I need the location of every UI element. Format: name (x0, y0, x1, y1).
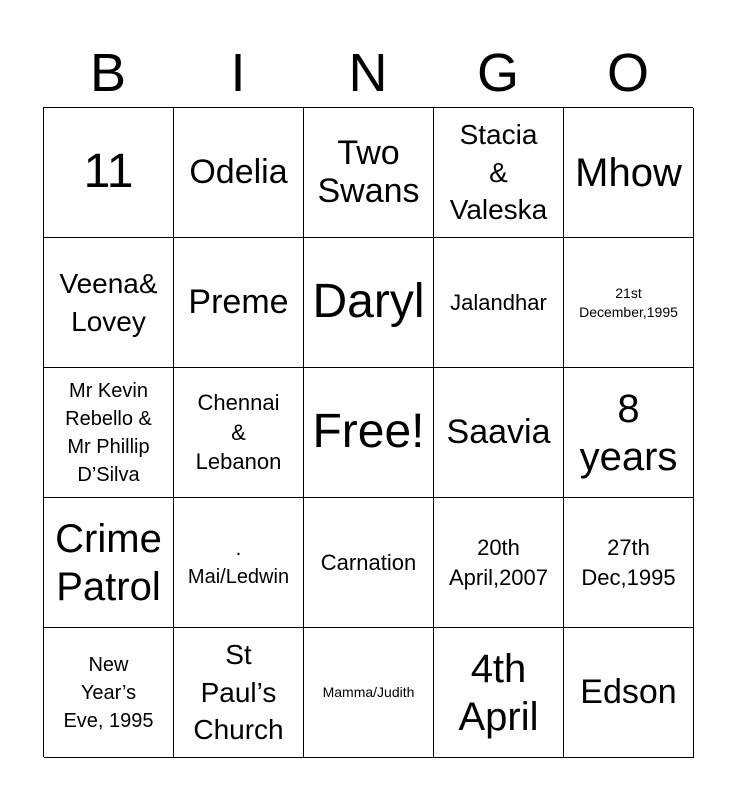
bingo-cell-r5-c3[interactable] (304, 628, 434, 758)
bingo-cell-r4-c5[interactable] (564, 498, 694, 628)
cell-text: Saavia (446, 412, 551, 451)
cell-text: 21st December,1995 (579, 284, 678, 320)
cell-text: Chennai & Lebanon (195, 389, 282, 475)
cell-text: Preme (188, 282, 289, 321)
bingo-cell-r2-c3[interactable] (304, 238, 434, 368)
cell-text: Mhow (575, 150, 682, 195)
bingo-header (43, 38, 693, 108)
header-letter-b: B (89, 43, 127, 103)
cell-text: Mamma/Judith (322, 684, 415, 701)
bingo-cell-r5-c1[interactable] (44, 628, 174, 758)
bingo-cell-r3-c5[interactable] (564, 368, 694, 498)
bingo-cell-r4-c4[interactable] (434, 498, 564, 628)
bingo-cell-r2-c5[interactable] (564, 238, 694, 368)
cell-text: Veena& Lovey (59, 267, 158, 337)
cell-text: New Year’s Eve, 1995 (63, 653, 154, 732)
bingo-cell-r5-c2[interactable] (174, 628, 304, 758)
cell-text: 27th Dec,1995 (581, 534, 676, 590)
header-letter-i: I (230, 43, 246, 103)
cell-text: Mr Kevin Rebello & Mr Phillip D’Silva (65, 379, 152, 486)
cell-text: 20th April,2007 (448, 534, 549, 590)
bingo-board (43, 107, 693, 757)
cell-text: St Paul’s Church (193, 638, 284, 746)
cell-text: 4th April (458, 646, 539, 739)
cell-text: Edson (580, 672, 677, 711)
cell-text: Jalandhar (450, 289, 547, 315)
cell-text: Stacia & Valeska (449, 118, 548, 226)
bingo-cell-r4-c3[interactable] (304, 498, 434, 628)
bingo-cell-r1-c5[interactable] (564, 108, 694, 238)
bingo-cell-r1-c4[interactable] (434, 108, 564, 238)
cell-text: 11 (83, 145, 134, 199)
bingo-cell-r4-c2[interactable] (174, 498, 304, 628)
header-letter-n: N (348, 43, 388, 103)
cell-text: 8 years (579, 386, 678, 479)
cell-text: Two Swans (317, 134, 420, 210)
cell-text: . Mai/Ledwin (187, 537, 290, 588)
bingo-cell-r3-c1[interactable] (44, 368, 174, 498)
bingo-cell-r1-c3[interactable] (304, 108, 434, 238)
bingo-cell-r5-c5[interactable] (564, 628, 694, 758)
bingo-cell-r3-c4[interactable] (434, 368, 564, 498)
bingo-cell-r2-c1[interactable] (44, 238, 174, 368)
bingo-cell-r2-c2[interactable] (174, 238, 304, 368)
cell-text: Odelia (189, 152, 288, 191)
header-letter-g: G (476, 43, 519, 103)
bingo-cell-r3-c2[interactable] (174, 368, 304, 498)
bingo-cell-r4-c1[interactable] (44, 498, 174, 628)
bingo-cell-r1-c2[interactable] (174, 108, 304, 238)
cell-text: Daryl (312, 275, 425, 329)
bingo-cell-r5-c4[interactable] (434, 628, 564, 758)
free-space-label: Free! (312, 405, 425, 459)
bingo-cell-r2-c4[interactable] (434, 238, 564, 368)
cell-text: Crime Patrol (55, 516, 162, 609)
bingo-cell-r1-c1[interactable] (44, 108, 174, 238)
cell-text: Carnation (320, 549, 417, 575)
bingo-cell-free[interactable] (304, 368, 434, 498)
header-letter-o: O (606, 43, 649, 103)
